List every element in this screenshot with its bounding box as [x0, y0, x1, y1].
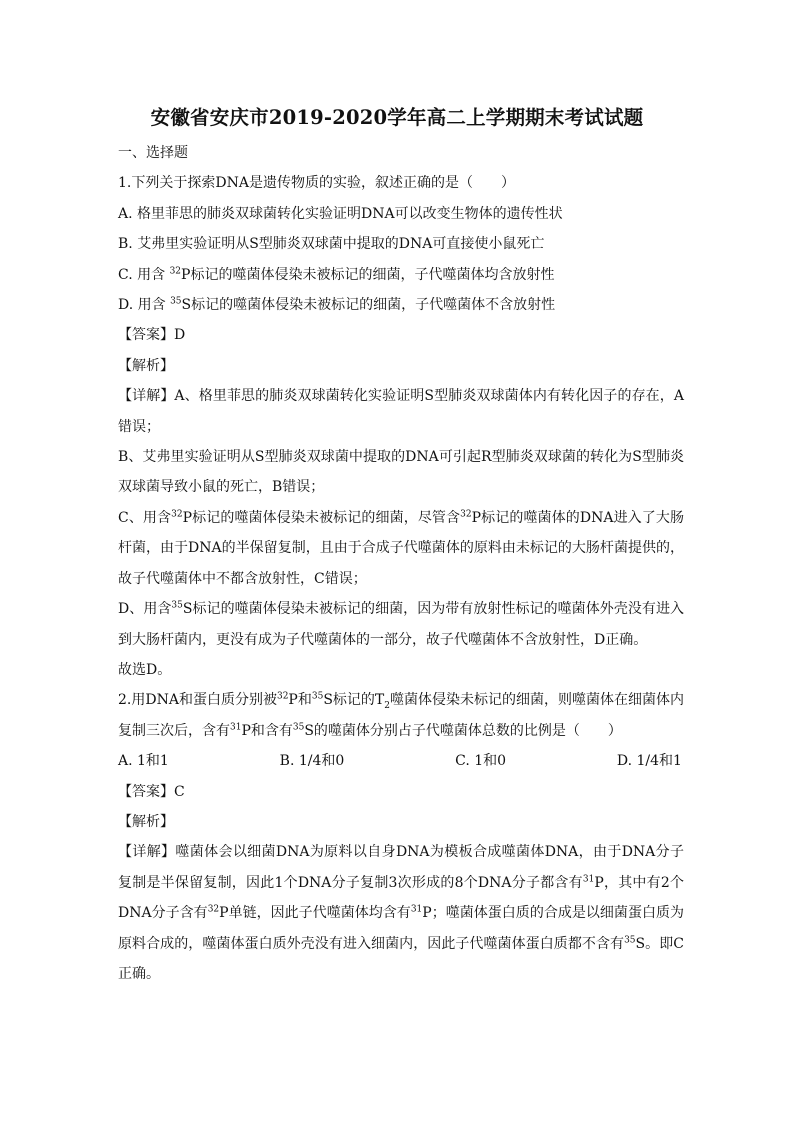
detail-text: S标记的噬菌体侵染未被标记的细菌，因为带有放射性标记的噬菌体外壳没有进入到大肠杆菌内，更没有成为子代噬菌体的一部分，故子代噬菌体不含放射性，D正确。 [118, 601, 684, 648]
option-d-prefix: D. 用含 [118, 297, 171, 314]
isotope-mass-number: 35 [292, 722, 305, 733]
section-heading: 一、选择题 [118, 145, 188, 161]
stem-text: P和 [288, 692, 312, 709]
option-c-prefix: C. 用含 [118, 266, 170, 283]
question-2-options [118, 746, 684, 776]
question-2-detail [118, 837, 684, 989]
isotope-mass-number: 35 [170, 296, 182, 307]
isotope-mass-number: 32 [207, 904, 220, 915]
detail-text: P标记的噬菌体侵染未被标记的细菌，尽管含 [182, 509, 461, 526]
detail-text: D、用含 [118, 601, 172, 618]
isotope-mass-number: 35 [311, 691, 324, 702]
isotope-mass-number: 32 [460, 509, 472, 520]
question-2-option-d: D. 1/4和1 [616, 753, 682, 770]
question-2-option-a: A. 1和1 [118, 753, 169, 770]
question-1-option-c [118, 260, 684, 290]
question-1-option-a: A. 格里菲思的肺炎双球菌转化实验证明DNA可以改变生物体的遗传性状 [118, 205, 563, 222]
option-d-text: S标记的噬菌体侵染未被标记的细菌，子代噬菌体不含放射性 [181, 297, 556, 314]
isotope-mass-number: 31 [230, 722, 242, 733]
question-2-answer: 【答案】C [118, 783, 185, 800]
isotope-mass-number: 32 [171, 509, 183, 520]
detail-text: P单链，因此子代噬菌体均含有 [219, 905, 411, 922]
stem-text: P和含有 [241, 722, 293, 739]
question-1-conclusion: 故选D。 [118, 661, 172, 678]
option-c-text: P标记的噬菌体侵染未被标记的细菌，子代噬菌体均含放射性 [181, 266, 555, 283]
question-1-detail-b: B、艾弗里实验证明从S型肺炎双球菌中提取的DNA可引起R型肺炎双球菌的转化为S型肺炎双球菌导致小鼠的死亡，B错误； [118, 449, 684, 496]
page-title: 安徽省安庆市2019-2020学年高二上学期期末考试试题 [150, 106, 644, 129]
question-1-answer: 【答案】D [118, 327, 186, 344]
isotope-mass-number: 31 [582, 874, 595, 885]
question-2-analysis-label: 【解析】 [118, 813, 174, 830]
isotope-mass-number: 31 [410, 904, 423, 915]
question-1-option-d [118, 290, 684, 320]
question-1-detail-a: 【详解】A、格里菲思的肺炎双球菌转化实验证明S型肺炎双球菌体内有转化因子的存在，A错误； [118, 388, 684, 435]
stem-text: 噬菌体侵染未标记的细菌，则噬菌体在细菌体内复制三次后，含有 [118, 692, 685, 739]
question-1-option-b: B. 艾弗里实验证明从S型肺炎双球菌中提取的DNA可直接使小鼠死亡 [118, 236, 545, 253]
stem-text: 2.用DNA和蛋白质分别被 [118, 692, 277, 709]
isotope-mass-number: 35 [171, 600, 183, 611]
detail-text: C、用含 [118, 509, 172, 526]
detail-text: 【详解】噬菌体会以细菌DNA为原料以自身DNA为模板合成噬菌体DNA，由于DNA分子复制是半保留复制，因此1个DNA分子复制3次形成的8个DNA分子都含有 [118, 844, 684, 891]
question-2-option-b: B. 1/4和0 [279, 753, 345, 770]
question-1-detail-d [118, 594, 684, 655]
detail-text: P；噬菌体蛋白质的合成是以细菌蛋白质为原料合成的，噬菌体蛋白质外壳没有进入细菌内，因此子代噬菌体蛋白质都不含有 [118, 905, 685, 952]
isotope-mass-number: 35 [624, 934, 636, 945]
question-1-detail-c [118, 503, 684, 594]
detail-text: S。即C正确。 [118, 935, 684, 982]
stem-text: S标记的T [323, 692, 385, 709]
question-2-option-c: C. 1和0 [455, 753, 507, 770]
question-1-analysis-label: 【解析】 [118, 357, 174, 374]
phage-subscript: 2 [384, 701, 390, 712]
question-2-stem [118, 685, 684, 746]
question-1-stem: 1.下列关于探索DNA是遗传物质的实验，叙述正确的是（ ） [118, 175, 515, 192]
detail-text: P标记的噬菌体的DNA进入了大肠杆菌，由于DNA的半保留复制，且由于合成子代噬菌体的原料由未标记的大肠杆菌提供的，故子代噬菌体中不都含放射性，C错误； [118, 509, 684, 587]
isotope-mass-number: 32 [276, 691, 289, 702]
isotope-mass-number: 32 [169, 265, 182, 276]
detail-text: P，其中有2个DNA分子含有 [118, 874, 685, 922]
stem-text: S的噬菌体分别占子代噬菌体总数的比例是（ ） [304, 722, 622, 739]
